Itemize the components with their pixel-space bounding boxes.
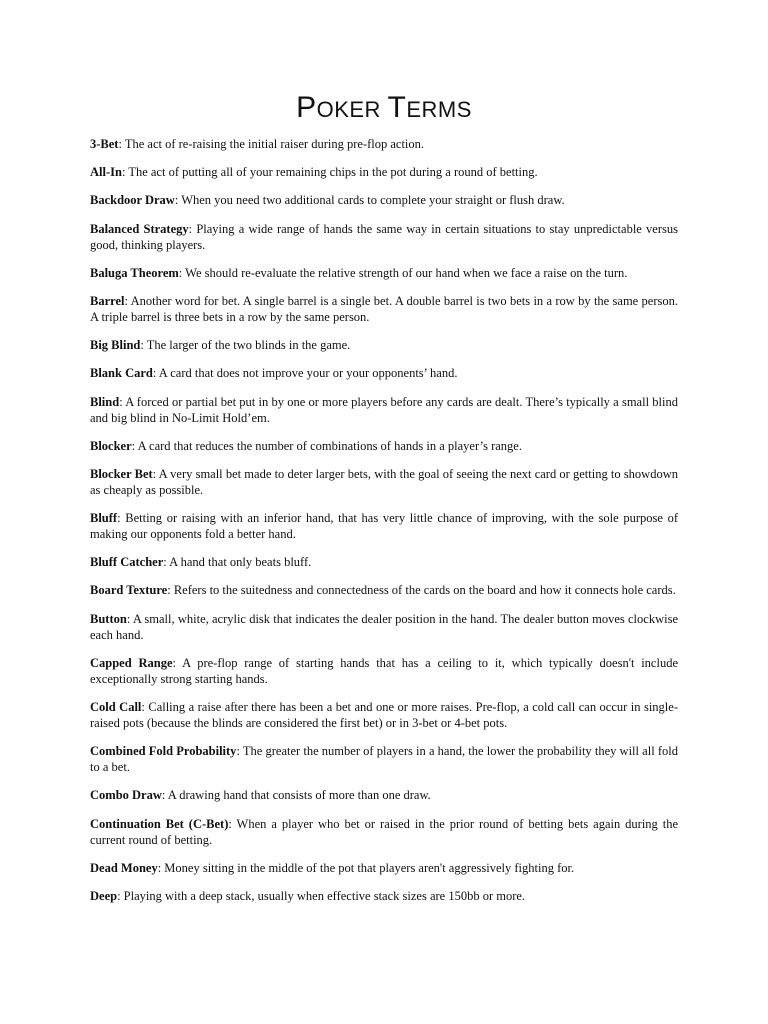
glossary-definition: : When you need two additional cards to complete your straight or flush draw. xyxy=(174,193,565,208)
glossary-entry xyxy=(90,221,678,253)
glossary-definition: : We should re-evaluate the relative strength of our hand when we face a raise on the turn. xyxy=(178,265,628,280)
glossary-entry xyxy=(90,192,678,208)
glossary-definition: : Another word for bet. A single barrel is a single bet. A double barrel is two bets in a row by the same person. A triple barrel is three bets in a row by the same person. xyxy=(90,293,678,324)
glossary-entry xyxy=(90,438,678,454)
glossary-entry xyxy=(90,394,678,426)
glossary-entry xyxy=(90,582,678,598)
glossary-definition: : A forced or partial bet put in by one or more players before any cards are dealt. There’s typically a small blind and big blind in No-Limit Hold’em. xyxy=(90,394,678,425)
title-initial-t: T xyxy=(387,91,407,124)
glossary-definition: : When a player who bet or raised in the prior round of betting bets again during the current round of betting. xyxy=(90,816,679,847)
glossary-term: Deep xyxy=(90,888,118,903)
glossary-term: Blind xyxy=(90,394,120,409)
glossary-definition: : Money sitting in the middle of the pot that players aren't aggressively fighting for. xyxy=(157,860,575,875)
glossary-term: Button xyxy=(90,611,127,626)
glossary-definition: : Betting or raising with an inferior hand, that has very little chance of improving, with the sole purpose of making our opponents fold a better hand. xyxy=(90,511,678,542)
title-rest-oker: OKER xyxy=(316,97,388,122)
glossary-term: Bluff xyxy=(90,511,118,526)
glossary-term: All-In xyxy=(90,165,122,180)
glossary-definition: : A drawing hand that consists of more than one draw. xyxy=(161,788,431,803)
glossary-entry xyxy=(90,655,678,687)
glossary-entry xyxy=(90,699,678,731)
glossary-list xyxy=(90,136,678,904)
glossary-entry xyxy=(90,743,678,775)
title-rest-erms: ERMS xyxy=(406,97,472,122)
glossary-term: Dead Money xyxy=(90,860,158,875)
glossary-definition: : Playing a wide range of hands the same way in certain situations to stay unpredictable versus good, thinking players. xyxy=(90,221,678,252)
glossary-term: Blocker Bet xyxy=(90,466,153,481)
glossary-entry xyxy=(90,787,678,803)
glossary-entry xyxy=(90,337,678,353)
glossary-definition: : The larger of the two blinds in the game. xyxy=(140,338,351,353)
glossary-definition: : Refers to the suitedness and connectedness of the cards on the board and how it connects hole cards. xyxy=(167,583,676,598)
glossary-term: Baluga Theorem xyxy=(90,265,179,280)
glossary-entry xyxy=(90,860,678,876)
glossary-term: Continuation Bet (C-Bet) xyxy=(90,816,229,831)
glossary-definition: : The act of putting all of your remaining chips in the pot during a round of betting. xyxy=(121,165,538,180)
glossary-term: Blocker xyxy=(90,438,132,453)
glossary-term: Cold Call xyxy=(90,700,142,714)
glossary-entry xyxy=(90,164,678,180)
glossary-term: Board Texture xyxy=(90,583,168,598)
glossary-definition: : A card that reduces the number of combinations of hands in a player’s range. xyxy=(131,438,522,453)
glossary-definition: : A small, white, acrylic disk that indicates the dealer position in the hand. The dealer button moves clockwise each hand. xyxy=(90,611,678,642)
page-title xyxy=(90,90,678,126)
glossary-definition: : A hand that only beats bluff. xyxy=(163,555,312,570)
glossary-entry xyxy=(90,554,678,570)
glossary-entry xyxy=(90,466,678,498)
glossary-entry xyxy=(90,293,678,325)
glossary-definition: : The act of re-raising the initial raiser during pre-flop action. xyxy=(118,137,425,151)
glossary-term: Barrel xyxy=(90,293,125,308)
glossary-definition: : Calling a raise after there has been a bet and one or more raises. Pre-flop, a cold call can occur in single-raised pots (because the blinds are considered the first bet) or in 3-bet or 4-bet pots. xyxy=(90,700,678,730)
glossary-term: Balanced Strategy xyxy=(90,221,189,236)
glossary-entry xyxy=(90,611,678,643)
glossary-definition: : A card that does not improve your or your opponents’ hand. xyxy=(152,366,458,381)
glossary-term: Blank Card xyxy=(90,366,153,381)
glossary-definition: : The greater the number of players in a hand, the lower the probability they will all fold to a bet. xyxy=(90,744,678,775)
glossary-term: Combo Draw xyxy=(90,788,162,803)
glossary-entry xyxy=(90,265,678,281)
glossary-term: Combined Fold Probability xyxy=(90,744,237,759)
glossary-term: Backdoor Draw xyxy=(90,193,175,208)
glossary-entry xyxy=(90,365,678,381)
glossary-entry xyxy=(90,816,678,848)
glossary-term: Big Blind xyxy=(90,338,141,353)
glossary-definition: : A pre-flop range of starting hands that has a ceiling to it, which typically doesn't include exceptionally strong starting hands. xyxy=(90,655,678,686)
glossary-entry xyxy=(90,136,678,152)
title-initial-p: P xyxy=(296,91,317,124)
glossary-entry xyxy=(90,510,678,542)
glossary-term: Capped Range xyxy=(90,655,173,670)
glossary-definition: : Playing with a deep stack, usually when effective stack sizes are 150bb or more. xyxy=(117,888,526,903)
glossary-term: 3-Bet xyxy=(90,137,119,151)
glossary-term: Bluff Catcher xyxy=(90,555,164,570)
glossary-entry xyxy=(90,888,678,904)
glossary-definition: : A very small bet made to deter larger bets, with the goal of seeing the next card or getting to showdown as cheaply as possible. xyxy=(90,466,678,497)
